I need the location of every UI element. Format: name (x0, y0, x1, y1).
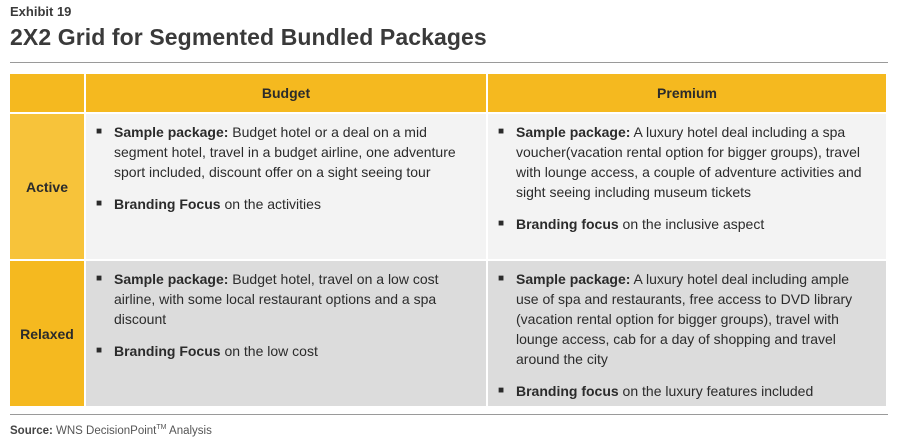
bullet-icon: ■ (96, 273, 103, 284)
list-item: ■ Branding Focus on the activities (96, 196, 321, 212)
bullet-icon: ■ (96, 126, 103, 137)
list-item: ■ Branding Focus on the low cost (96, 343, 318, 359)
source-note: Source: WNS DecisionPoint™ Analysis (10, 424, 212, 437)
list-item: ■ Sample package: Budget hotel, travel on a low cost airline, with some local restaurant options and a spa discount (96, 271, 439, 327)
list-item: ■ Sample package: A luxury hotel deal including ample use of spa and restaurants, free access to DVD library (vacation rental option for bigger groups), travel with lounge access, cab for a day of shopping and travel around the city (498, 271, 853, 367)
bottom-divider (10, 414, 888, 415)
top-divider (10, 62, 888, 63)
row-header-relaxed: Relaxed (10, 261, 84, 406)
page-title: 2X2 Grid for Segmented Bundled Packages (10, 24, 487, 50)
list-item: ■ Sample package: A luxury hotel deal including a spa voucher(vacation rental option for bigger groups), travel with lounge access, a couple of adventure activities and sight seeing including museum tickets (498, 124, 862, 200)
bullet-icon: ■ (498, 385, 505, 396)
cell-active-budget (86, 114, 486, 259)
column-header-budget: Budget (86, 74, 486, 112)
bullet-icon: ■ (96, 198, 103, 209)
list-item: ■ Sample package: Budget hotel or a deal on a mid segment hotel, travel in a budget airline, one adventure sport included, discount offer on a sight seeing tour (96, 124, 456, 180)
cell-relaxed-premium (488, 261, 886, 406)
bullet-icon: ■ (96, 345, 103, 356)
list-item: ■ Branding focus on the luxury features included (498, 383, 814, 399)
cell-relaxed-budget (86, 261, 486, 406)
row-header-active: Active (10, 114, 84, 259)
exhibit-label: Exhibit 19 (10, 4, 72, 19)
column-header-premium: Premium (488, 74, 886, 112)
grid-corner (10, 74, 84, 112)
cell-active-premium (488, 114, 886, 259)
bullet-icon: ■ (498, 126, 505, 137)
list-item: ■ Branding focus on the inclusive aspect (498, 216, 765, 232)
package-grid (10, 74, 886, 410)
bullet-icon: ■ (498, 218, 505, 229)
bullet-icon: ■ (498, 273, 505, 284)
